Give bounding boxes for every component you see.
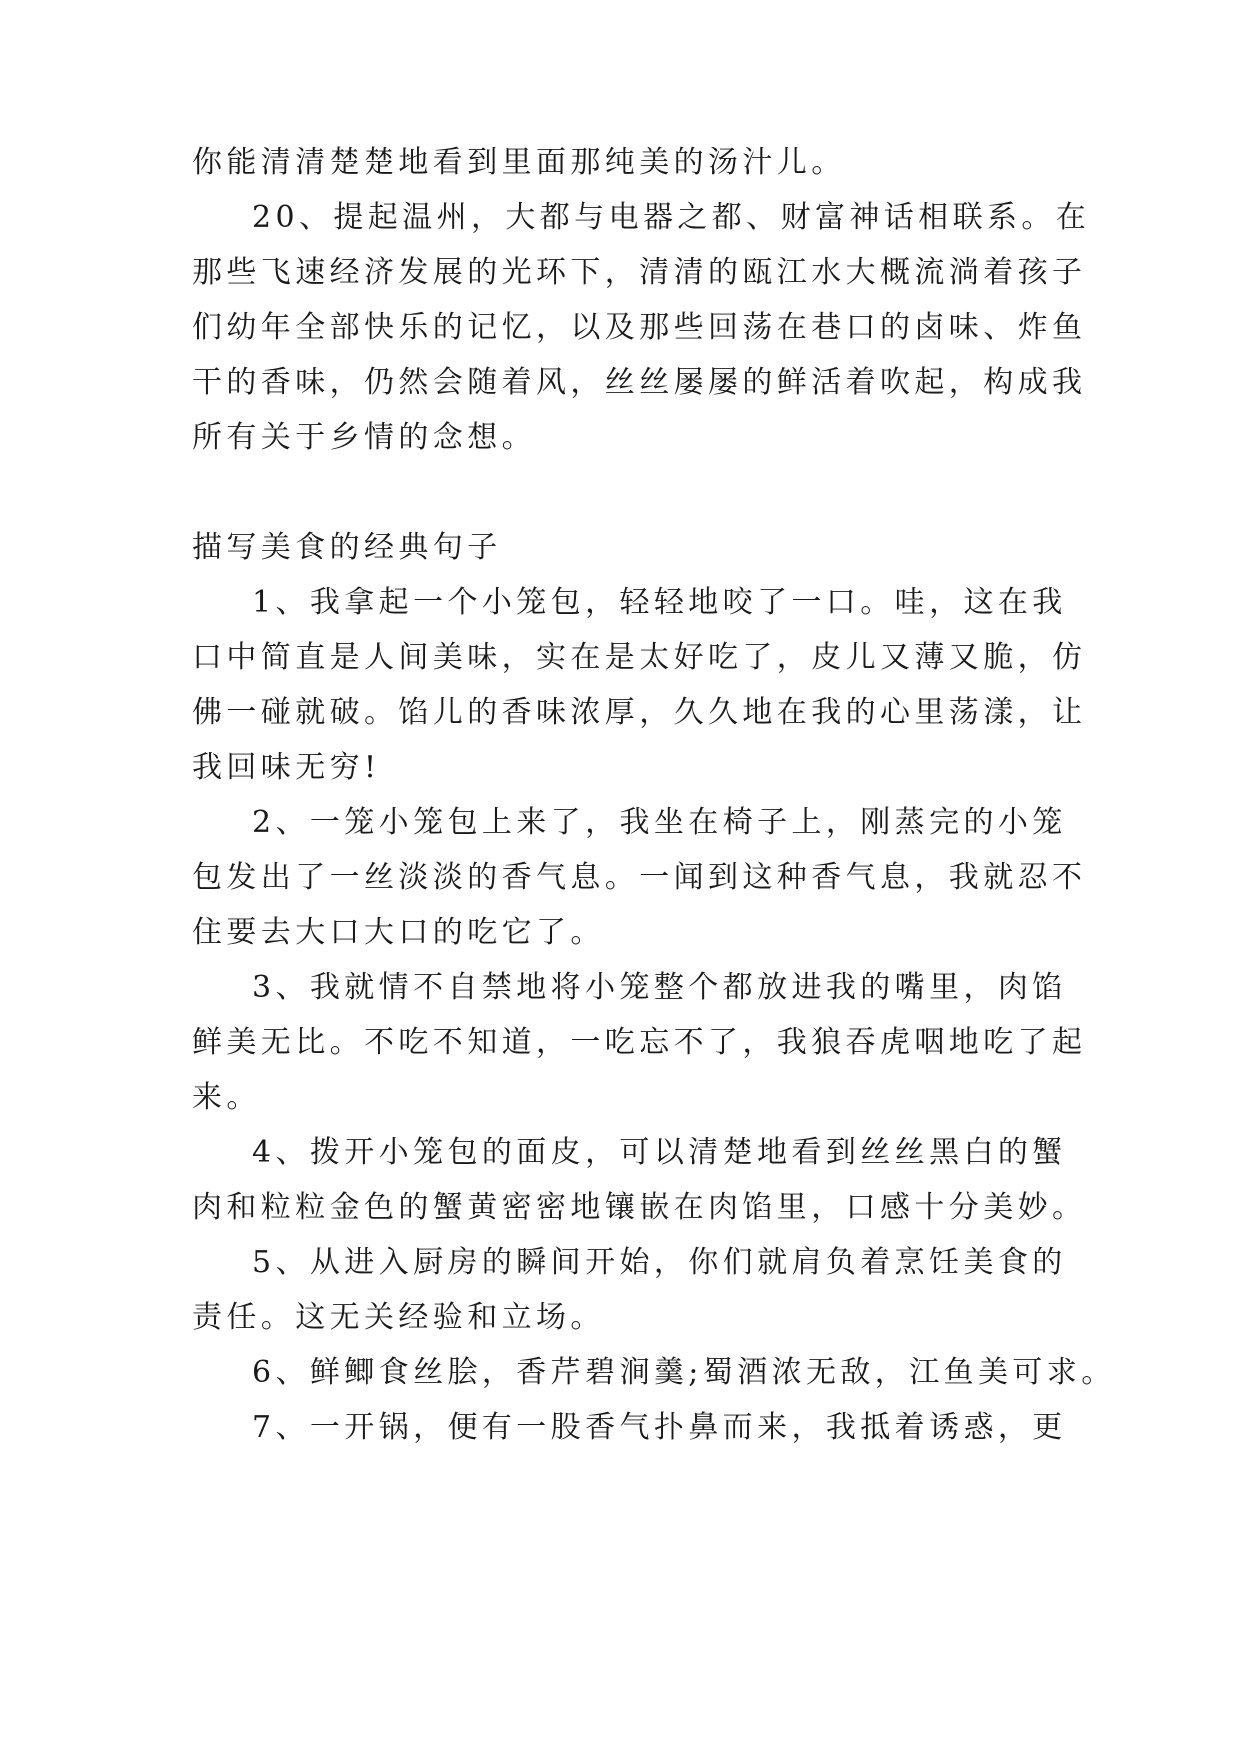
text-line: 我回味无穷! — [192, 750, 381, 785]
paragraph-start-line: 20、提起温州，大都与电器之都、财富神话相联系。在 — [252, 200, 1091, 235]
text-line: 你能清清楚楚地看到里面那纯美的汤汁儿。 — [192, 145, 846, 180]
text-line: 口中简直是人间美味，实在是太好吃了，皮儿又薄又脆，仿 — [192, 640, 1087, 675]
paragraph-start-line: 1、我拿起一个小笼包，轻轻地咬了一口。哇，这在我 — [252, 585, 1067, 620]
text-line: 包发出了一丝淡淡的香气息。一闻到这种香气息，我就忍不 — [192, 860, 1087, 895]
section-heading: 描写美食的经典句子 — [192, 530, 502, 565]
text-line: 们幼年全部快乐的记忆，以及那些回荡在巷口的卤味、炸鱼 — [192, 310, 1087, 345]
text-line: 干的香味，仍然会随着风，丝丝屡屡的鲜活着吹起，构成我 — [192, 365, 1087, 400]
text-line: 那些飞速经济发展的光环下，清清的瓯江水大概流淌着孩子 — [192, 255, 1087, 290]
paragraph-start-line: 3、我就情不自禁地将小笼整个都放进我的嘴里，肉馅 — [252, 970, 1067, 1005]
text-line: 住要去大口大口的吃它了。 — [192, 915, 605, 950]
text-line: 所有关于乡情的念想。 — [192, 420, 536, 455]
paragraph-start-line: 5、从进入厨房的瞬间开始，你们就肩负着烹饪美食的 — [252, 1245, 1067, 1280]
text-line: 鲜美无比。不吃不知道，一吃忘不了，我狼吞虎咽地吃了起 — [192, 1025, 1087, 1060]
paragraph-start-line: 4、拨开小笼包的面皮，可以清楚地看到丝丝黑白的蟹 — [252, 1135, 1067, 1170]
text-line: 来。 — [192, 1080, 261, 1115]
paragraph-start-line: 2、一笼小笼包上来了，我坐在椅子上，刚蒸完的小笼 — [252, 805, 1067, 840]
text-line: 肉和粒粒金色的蟹黄密密地镶嵌在肉馅里，口感十分美妙。 — [192, 1190, 1087, 1225]
paragraph-start-line: 6、鲜鲫食丝脍，香芹碧涧羹;蜀酒浓无敌，江鱼美可求。 — [252, 1355, 1116, 1390]
text-line: 佛一碰就破。馅儿的香味浓厚，久久地在我的心里荡漾，让 — [192, 695, 1087, 730]
text-line: 责任。这无关经验和立场。 — [192, 1300, 605, 1335]
paragraph-start-line: 7、一开锅，便有一股香气扑鼻而来，我抵着诱惑，更 — [252, 1410, 1067, 1445]
